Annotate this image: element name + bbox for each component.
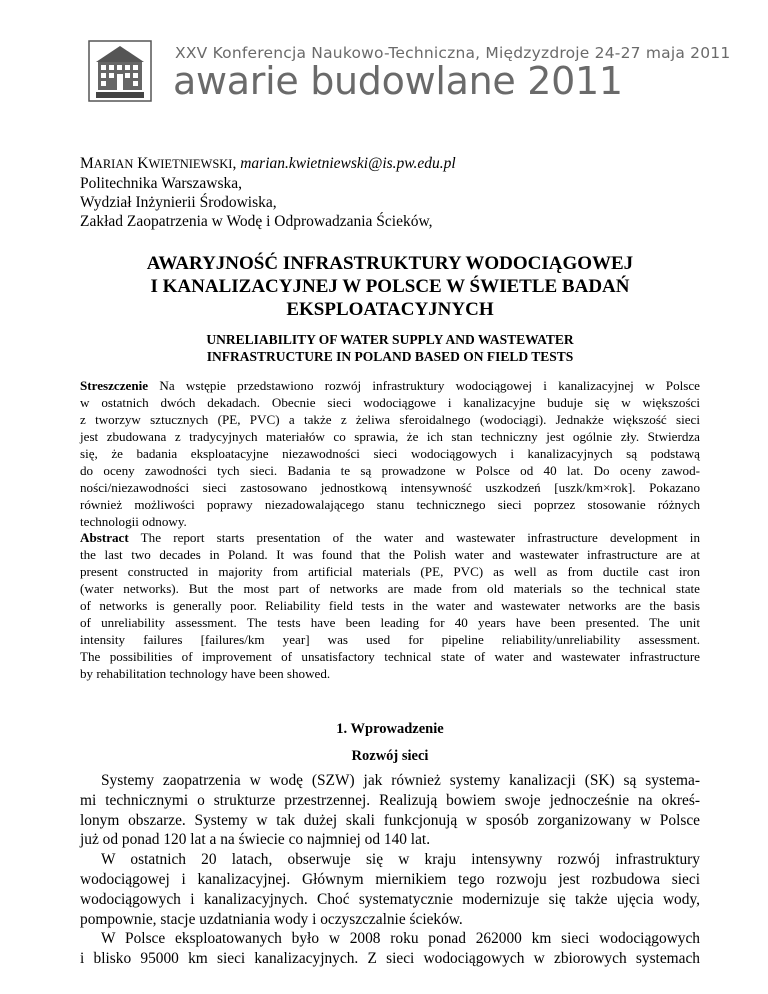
title-line: I KANALIZACYJNEJ W POLSCE W ŚWIETLE BADAŃ [150, 276, 630, 297]
title-line: EKSPLOATACYJNYCH [286, 299, 494, 320]
paper-title-english [80, 331, 700, 365]
body-line: mi technicznymi o strukturze przestrzennej. Realizują bowiem swoje jednocześnie na okreś- [80, 791, 700, 809]
abstract-polish [80, 377, 700, 530]
abstract-line: (water networks). But the most part of networks are made from old materials so the technical state [80, 581, 700, 596]
subsection-heading: Rozwój sieci [351, 748, 429, 764]
abstract-line: do oceny zawodności tych sieci. Badania te są prowadzone w Polsce od 40 lat. Do oceny zawod- [80, 463, 700, 478]
abstract-line: by rehabilitation technology have been showed. [80, 666, 331, 681]
abstract-line: w ostatnich dwóch dekadach. Obecnie sieci wodociągowe i kanalizacyjne buduje się w większości [80, 395, 700, 410]
abstract-line: Streszczenie Na wstępie przedstawiono rozwój infrastruktury wodociągowej i kanalizacyjnej w Polsce [80, 378, 700, 393]
abstract-line: of networks is generally poor. Reliability field tests in the water and wastewater networks are the basis [80, 598, 700, 613]
body-line: Systemy zaopatrzenia w wodę (SZW) jak również systemy kanalizacji (SK) są systema- [101, 772, 700, 789]
abstract-line: Abstract The report starts presentation of the water and wastewater infrastructure development in [80, 530, 700, 545]
author-block [80, 154, 456, 231]
abstract-line: z tworzyw sztucznych (PE, PVC) a także z żeliwa sferoidalnego (wodociągi). Jednakże większość sieci [80, 412, 700, 427]
author-email: marian.kwietniewski@is.pw.edu.pl [240, 155, 456, 172]
body-line: już od ponad 120 lat a na świecie co najmniej od 140 lat. [80, 831, 431, 849]
title-line: INFRASTRUCTURE IN POLAND BASED ON FIELD TESTS [206, 349, 574, 364]
body-line: W Polsce eksploatowanych było w 2008 roku ponad 262000 km sieci wodociągowych [101, 930, 700, 948]
author-first-initial: M [80, 155, 94, 172]
author-line: MARIAN KWIETNIEWSKI, marian.kwietniewski@is.pw.edu.pl [80, 155, 456, 172]
abstract-line: technologii odnowy. [80, 514, 187, 529]
title-line: AWARYJNOŚĆ INFRASTRUKTURY WODOCIĄGOWEJ [146, 253, 634, 274]
affiliation-line: Wydział Inżynierii Środowiska, [80, 194, 277, 211]
abstract-label: Streszczenie [80, 378, 149, 393]
abstract-line: The possibilities of improvement of unsatisfactory technical state of water and wastewater infrastructure [80, 649, 700, 664]
abstract-line: również możliwości poprawy niezadowalającego stanu technicznego sieci poprzez stosowanie różnych [80, 497, 700, 512]
title-line: UNRELIABILITY OF WATER SUPPLY AND WASTEWATER [206, 332, 574, 347]
building-logo-icon [88, 40, 152, 102]
abstract-line: ności/niezawodności sieci zastosowano jednostkową intensywność uszkodzeń [uszk/km×rok]. Pokazano [80, 480, 700, 495]
author-last-initial: K [137, 155, 149, 172]
body-line: pompownie, stacje uzdatniania wody i oczyszczalnie ścieków. [80, 910, 463, 928]
body-line: lonym obszarze. Systemy w tak dużej skali funkcjonują w sposób zorganizowany w Polsce [80, 811, 700, 829]
abstract-line: się, że badania eksploatacyjne niezawodności sieci wodociągowych i kanalizacyjnych są podstawą [80, 446, 700, 461]
abstract-line: intensity failures [failures/km year] was used for pipeline reliability/unreliability assessment. [80, 632, 700, 647]
body-text [80, 771, 700, 969]
conference-name: XXV Konferencja Naukowo-Techniczna, Międzyzdroje 24-27 maja 2011 [175, 44, 731, 62]
author-last-name: WIETNIEWSKI [148, 157, 233, 171]
abstract-line: present constructed in majority from artificial materials (PE, PVC) as well as from ductile cast iron [80, 564, 700, 579]
abstract-line: the last two decades in Poland. It was found that the Polish water and wastewater infrastructure are at [80, 547, 700, 562]
conference-title: awarie budowlane 2011 [173, 59, 623, 103]
abstract-label: Abstract [80, 530, 129, 545]
body-line: i blisko 95000 km sieci kanalizacyjnych. Z sieci wodociągowych w zbiorowych systemach [80, 950, 700, 968]
abstract-line: jest zbudowana z tradycyjnych materiałów co sprawia, że ich stan techniczny jest ogólnie zły. Stwierdza [80, 429, 700, 444]
body-line: wodociągowej i kanalizacyjnej. Głównym miernikiem tego rozwoju jest rozbudowa sieci [80, 870, 700, 888]
author-first-name: ARIAN [93, 157, 134, 171]
affiliation-line: Zakład Zaopatrzenia w Wodę i Odprowadzania Ścieków, [80, 213, 433, 230]
section-heading: 1. Wprowadzenie [336, 721, 444, 737]
conference-header [88, 40, 731, 110]
abstract-english [80, 529, 700, 682]
body-line: W ostatnich 20 latach, obserwuje się w kraju intensywny rozwój infrastruktury [101, 851, 700, 869]
abstract-line: of unreliability assessment. The tests have been leading for 40 years have been presented. The unit [80, 615, 700, 630]
affiliation-line: Politechnika Warszawska, [80, 175, 243, 192]
body-line: wodociągowych i kanalizacyjnych. Choć systematycznie modernizuje się także ujęcia wody, [80, 890, 700, 908]
paper-title-polish [80, 252, 700, 321]
